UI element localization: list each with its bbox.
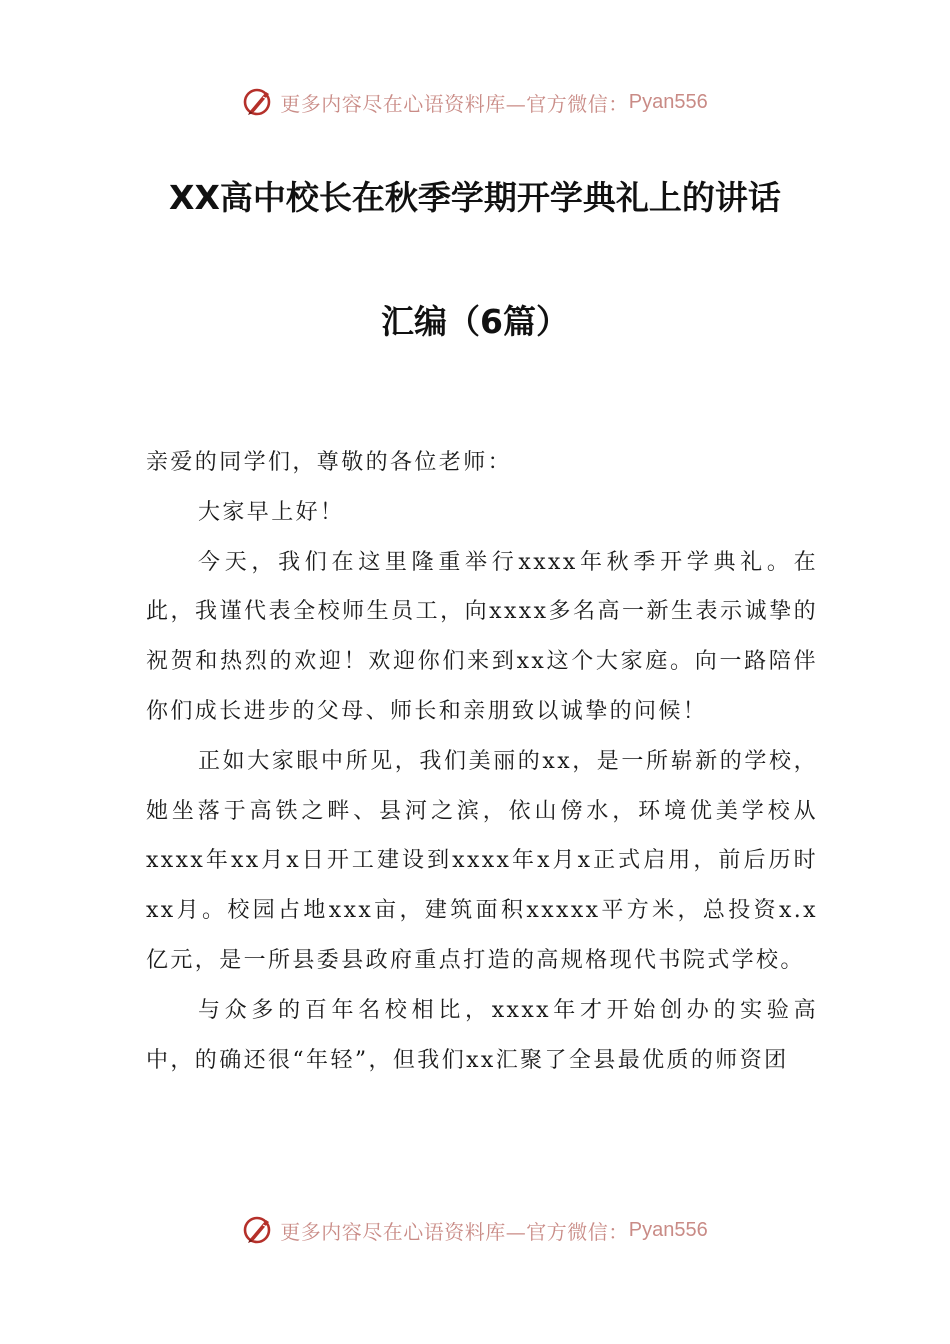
document-title-line-1: XX高中校长在秋季学期开学典礼上的讲话 (169, 178, 781, 217)
pen-circle-logo-icon (242, 86, 274, 118)
watermark-text: 更多内容尽在心语资料库—官方微信： (280, 1219, 629, 1244)
watermark-wechat-handle: Pyan556 (628, 1218, 708, 1241)
watermark-text: 更多内容尽在心语资料库—官方微信： (280, 91, 629, 116)
header-watermark (0, 82, 950, 122)
body-paragraph: 与众多的百年名校相比，xxxx年才开始创办的实验高中，的确还很“年轻”，但我们xx汇聚了全县最优质的师资团 (146, 997, 818, 1073)
footer-watermark (0, 1210, 950, 1250)
pen-circle-logo-icon (242, 1214, 274, 1246)
document-title-line-2: 汇编（6篇） (381, 302, 569, 341)
body-paragraph: 正如大家眼中所见，我们美丽的xx，是一所崭新的学校，她坐落于高铁之畔、县河之滨，依山傍水，环境优美学校从xxxx年xx月x日开工建设到xxxx年x月x正式启用，前后历时xx月。校园占地xxx亩，建筑面积xxxxx平方米，总投资x.x亿元，是一所县委县政府重点打造的高规格现代书院式学校。 (146, 748, 818, 973)
greeting-paragraph: 大家早上好！ (198, 499, 345, 525)
watermark-wechat-handle: Pyan556 (628, 90, 708, 113)
salutation: 亲爱的同学们，尊敬的各位老师： (146, 450, 513, 475)
body-paragraph: 今天，我们在这里隆重举行xxxx年秋季开学典礼。在此，我谨代表全校师生员工，向xxxx多名高一新生表示诚挚的祝贺和热烈的欢迎！欢迎你们来到xx这个大家庭。向一路陪伴你们成长进步的父母、师长和亲朋致以诚挚的问候！ (146, 549, 818, 724)
document-body (146, 438, 818, 1085)
